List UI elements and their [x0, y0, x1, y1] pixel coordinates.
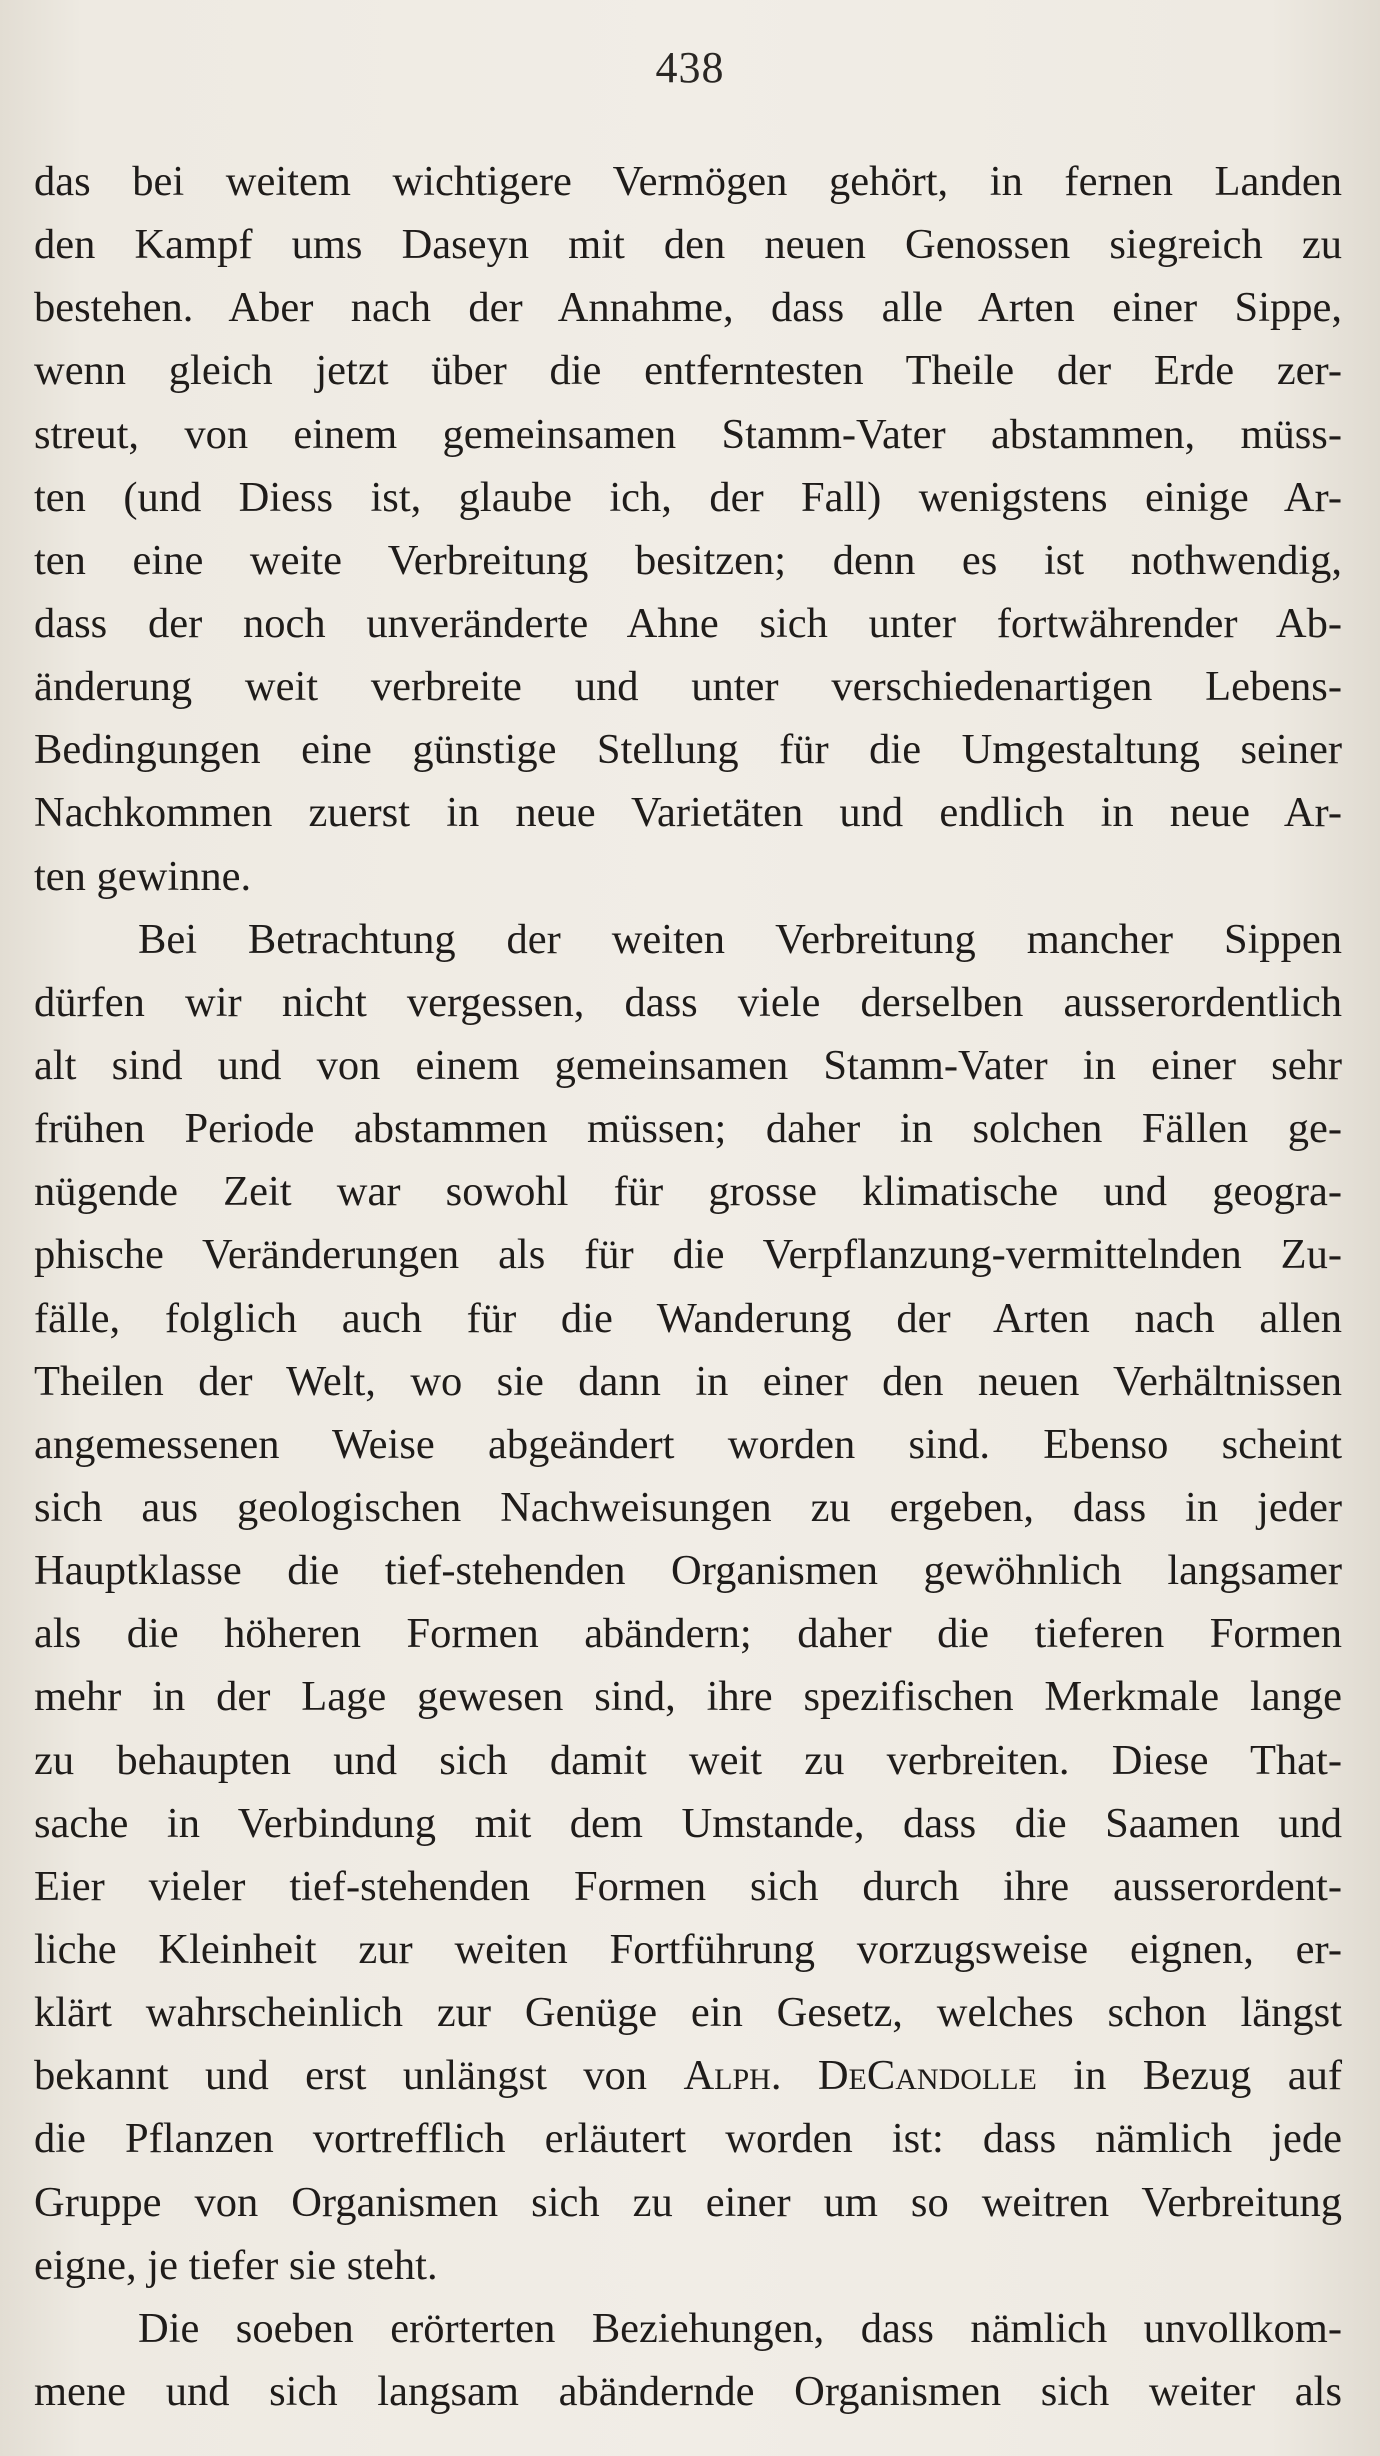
- text-line: fälle, folglich auch für die Wanderung der Arten nach allen: [34, 1294, 1342, 1342]
- text-line-with-author-name: [34, 2044, 1342, 2107]
- text-line: das bei weitem wichtigere Vermögen gehört, in fernen Landen: [34, 158, 1342, 205]
- text-line: dürfen wir nicht vergessen, dass viele derselben ausserordentlich: [34, 978, 1342, 1026]
- text-line: Bedingungen eine günstige Stellung für die Umgestaltung seiner: [34, 726, 1342, 774]
- text-line: Gruppe von Organismen sich zu einer um so weitren Verbreitung: [34, 2178, 1342, 2226]
- text-line: bestehen. Aber nach der Annahme, dass alle Arten einer Sippe,: [34, 284, 1342, 332]
- text-line: dass der noch unveränderte Ahne sich unter fortwährender Ab-: [34, 599, 1342, 647]
- text-line: Nachkommen zuerst in neue Varietäten und endlich in neue Ar-: [34, 789, 1342, 837]
- text-line: die Pflanzen vortrefflich erläutert worden ist: dass nämlich jede: [34, 2115, 1342, 2163]
- text-line: Hauptklasse die tief-stehenden Organismen gewöhnlich langsamer: [34, 1547, 1342, 1595]
- text-line: als die höheren Formen abändern; daher die tieferen Formen: [34, 1610, 1342, 1658]
- text-line: streut, von einem gemeinsamen Stamm-Vater abstammen, müss-: [34, 410, 1342, 458]
- line-segment: in Bezug auf: [1036, 2052, 1342, 2100]
- text-line: den Kampf ums Daseyn mit den neuen Genossen siegreich zu: [34, 221, 1342, 269]
- text-line: alt sind und von einem gemeinsamen Stamm-Vater in einer sehr: [34, 1041, 1342, 1089]
- text-line: ten eine weite Verbreitung besitzen; denn es ist nothwendig,: [34, 536, 1342, 584]
- text-line: ten (und Diess ist, glaube ich, der Fall) wenigstens einige Ar-: [34, 473, 1342, 521]
- text-line: mehr in der Lage gewesen sind, ihre spezifischen Merkmale lange: [34, 1673, 1342, 1721]
- text-line: frühen Periode abstammen müssen; daher in solchen Fällen ge-: [34, 1105, 1342, 1153]
- text-line: Theilen der Welt, wo sie dann in einer den neuen Verhältnissen: [34, 1357, 1342, 1405]
- text-line: zu behaupten und sich damit weit zu verbreiten. Diese That-: [34, 1736, 1342, 1784]
- paragraph-start-line: Bei Betrachtung der weiten Verbreitung mancher Sippen: [138, 915, 1342, 963]
- text-line: änderung weit verbreite und unter verschiedenartigen Lebens-: [34, 663, 1342, 711]
- text-line: angemessenen Weise abgeändert worden sind. Ebenso scheint: [34, 1420, 1342, 1468]
- text-line: liche Kleinheit zur weiten Fortführung vorzugsweise eignen, er-: [34, 1925, 1342, 1973]
- text-line: sache in Verbindung mit dem Umstande, dass die Saamen und: [34, 1799, 1342, 1847]
- page-number: 438: [655, 43, 725, 92]
- paragraph-start-line: Die soeben erörterten Beziehungen, dass nämlich unvollkom-: [138, 2304, 1342, 2352]
- text-line: wenn gleich jetzt über die entferntesten Theile der Erde zer-: [34, 347, 1342, 395]
- paragraph-end-line: eigne, je tiefer sie steht.: [34, 2241, 438, 2289]
- author-name: Alph. DeCandolle: [683, 2052, 1037, 2100]
- text-line: sich aus geologischen Nachweisungen zu ergeben, dass in jeder: [34, 1483, 1342, 1531]
- line-segment: bekannt und erst unlängst von: [34, 2052, 684, 2100]
- body-text: [34, 150, 1342, 2423]
- text-line: mene und sich langsam abändernde Organismen sich weiter als: [34, 2367, 1342, 2415]
- text-line: nügende Zeit war sowohl für grosse klimatische und geogra-: [34, 1168, 1342, 1216]
- paragraph-end-line: ten gewinne.: [34, 852, 252, 900]
- text-line: Eier vieler tief-stehenden Formen sich durch ihre ausserordent-: [34, 1862, 1342, 1910]
- text-line: phische Veränderungen als für die Verpflanzung-vermittelnden Zu-: [34, 1231, 1342, 1279]
- text-line: klärt wahrscheinlich zur Genüge ein Gesetz, welches schon längst: [34, 1989, 1342, 2037]
